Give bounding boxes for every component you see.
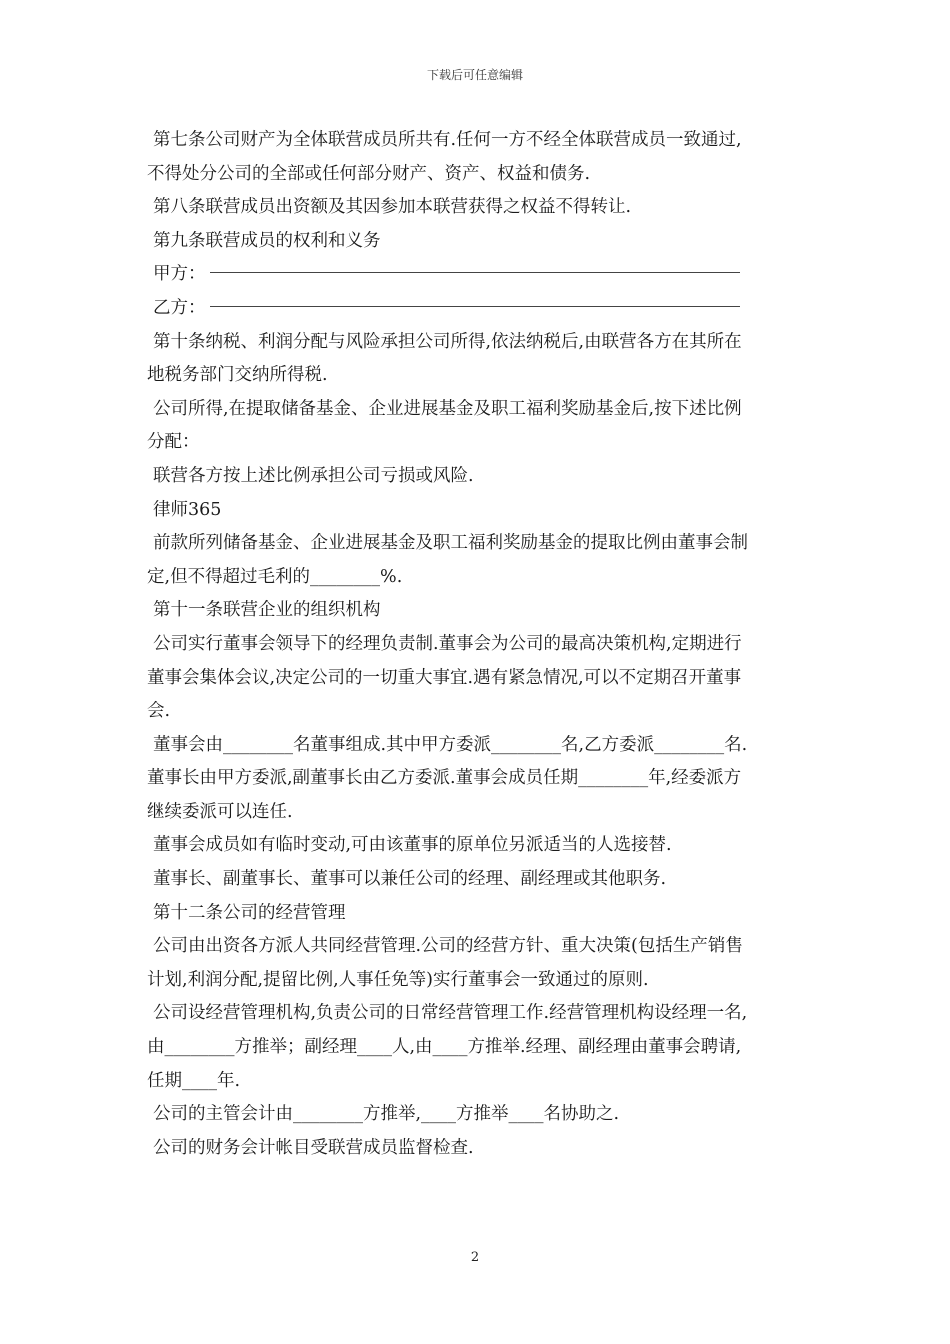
paragraph-line xyxy=(147,729,812,763)
line-text: 甲方： xyxy=(153,264,206,285)
paragraph-line xyxy=(147,158,812,192)
line-text: 董事长、副董事长、董事可以兼任公司的经理、副经理或其他职务. xyxy=(153,869,667,890)
paragraph-line xyxy=(147,124,812,158)
line-text: 公司的财务会计帐目受联营成员监督检查. xyxy=(153,1137,474,1158)
line-text: 继续委派可以连任. xyxy=(147,801,293,822)
paragraph-line xyxy=(147,1098,812,1132)
line-text: 公司设经营管理机构,负责公司的日常经营管理工作.经营管理机构设经理一名, xyxy=(153,1003,748,1024)
paragraph-line xyxy=(147,662,812,696)
line-text: 第七条公司财产为全体联营成员所共有.任何一方不经全体联营成员一致通过, xyxy=(153,130,742,150)
paragraph-line xyxy=(147,359,812,393)
paragraph-line xyxy=(147,829,812,863)
line-text: 地税务部门交纳所得税. xyxy=(147,365,328,386)
paragraph-line xyxy=(147,796,812,830)
line-text: 不得处分公司的全部或任何部分财产、资产、权益和债务. xyxy=(147,163,591,184)
paragraph-line xyxy=(147,225,812,259)
line-text: 董事长由甲方委派,副董事长由乙方委派.董事会成员任期________年,经委派方 xyxy=(147,768,742,789)
line-text: 公司的主管会计由________方推举,____方推举____名协助之. xyxy=(153,1104,620,1125)
paragraph-line xyxy=(147,460,812,494)
line-text: 任期____年. xyxy=(147,1070,241,1091)
line-text: 董事会由________名董事组成.其中甲方委派________名,乙方委派________名. xyxy=(153,734,748,755)
paragraph-line xyxy=(147,191,812,225)
line-text: 联营各方按上述比例承担公司亏损或风险. xyxy=(153,465,474,486)
paragraph-line xyxy=(147,1065,812,1099)
line-text: 董事会集体会议,决定公司的一切重大事宜.遇有紧急情况,可以不定期召开董事 xyxy=(147,667,742,688)
paragraph-line xyxy=(147,426,812,460)
paragraph-line xyxy=(147,561,812,595)
line-text: 分配： xyxy=(147,432,200,453)
paragraph-line xyxy=(147,292,812,326)
paragraph-line xyxy=(147,1132,812,1166)
paragraph-line xyxy=(147,326,812,360)
line-text: 第八条联营成员出资额及其因参加本联营获得之权益不得转让. xyxy=(153,197,632,218)
paragraph-line xyxy=(147,897,812,931)
line-text: 公司所得,在提取储备基金、企业进展基金及职工福利奖励基金后,按下述比例 xyxy=(153,398,742,419)
paragraph-line xyxy=(147,527,812,561)
document-body xyxy=(147,124,812,1165)
line-text: 由________方推举；副经理____人,由____方推举.经理、副经理由董事会聘请, xyxy=(147,1037,742,1058)
paragraph-line xyxy=(147,997,812,1031)
paragraph-line xyxy=(147,594,812,628)
paragraph-line xyxy=(147,258,812,292)
paragraph-line xyxy=(147,930,812,964)
line-text: 计划,利润分配,提留比例,人事任免等)实行董事会一致通过的原则. xyxy=(147,969,649,990)
line-text: 第九条联营成员的权利和义务 xyxy=(153,230,381,251)
page-number: 2 xyxy=(470,1250,480,1265)
paragraph-line xyxy=(147,1031,812,1065)
line-text: 乙方： xyxy=(153,297,206,318)
line-text: 前款所列储备基金、企业进展基金及职工福利奖励基金的提取比例由董事会制 xyxy=(153,533,748,554)
paragraph-line xyxy=(147,863,812,897)
page-header: 下载后可任意编辑 xyxy=(426,68,523,82)
line-text: 定,但不得超过毛利的________%. xyxy=(147,566,403,587)
fill-in-blank-line xyxy=(210,306,740,307)
paragraph-line xyxy=(147,393,812,427)
line-text: 第十条纳税、利润分配与风险承担公司所得,依法纳税后,由联营各方在其所在 xyxy=(153,331,742,352)
line-text: 会. xyxy=(147,701,171,722)
line-text: 律师365 xyxy=(153,499,222,520)
line-text: 公司由出资各方派人共同经营管理.公司的经营方针、重大决策(包括生产销售 xyxy=(153,936,743,957)
paragraph-line xyxy=(147,494,812,528)
line-text: 董事会成员如有临时变动,可由该董事的原单位另派适当的人选接替. xyxy=(153,835,672,856)
line-text: 第十二条公司的经营管理 xyxy=(153,902,346,923)
paragraph-line xyxy=(147,762,812,796)
line-text: 公司实行董事会领导下的经理负责制.董事会为公司的最高决策机构,定期进行 xyxy=(153,633,742,654)
fill-in-blank-line xyxy=(210,272,740,273)
paragraph-line xyxy=(147,628,812,662)
paragraph-line xyxy=(147,695,812,729)
paragraph-line xyxy=(147,964,812,998)
line-text: 第十一条联营企业的组织机构 xyxy=(153,600,381,621)
